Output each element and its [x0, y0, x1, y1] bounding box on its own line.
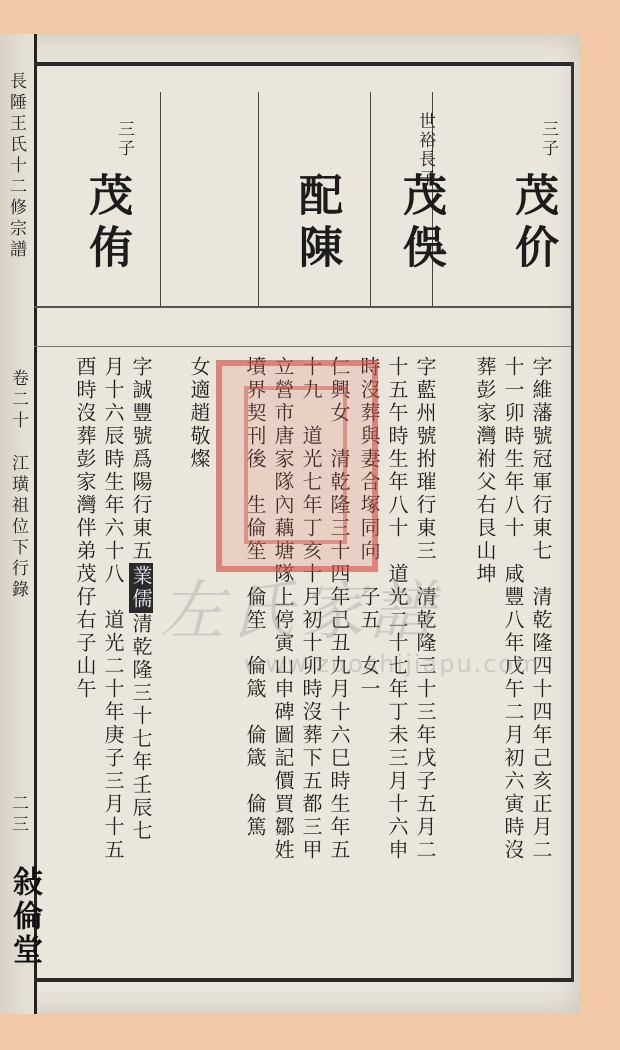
entry-text-line — [128, 356, 154, 843]
volume-label: 卷二十 — [8, 369, 28, 432]
entry-text-line: 十五午時生年八十 道光二十七年丁未三月十六申 — [385, 356, 409, 862]
top-border — [34, 62, 574, 66]
section-label: 江璜祖位下行錄 — [8, 454, 28, 601]
watermark-text: 左氏家譜 — [160, 575, 440, 649]
bottom-border — [34, 978, 574, 982]
red-seal-stamp — [216, 360, 378, 572]
column-divider — [370, 92, 371, 306]
book-title: 長陲王氏十二修宗譜 — [6, 72, 26, 261]
seal-inner-frame — [244, 386, 347, 544]
spouse-name: 配陳 — [291, 172, 342, 276]
entry-text-line: 墳界契刊後 生倫笙 倫笙 倫箴 倫箴 倫篤 — [243, 356, 267, 839]
entry-text-line: 仁興女 清乾隆三十四年己丑九月十六巳時生年五 — [327, 356, 351, 862]
entry-relation-label: 三子 — [538, 120, 558, 158]
column-divider — [258, 92, 259, 306]
right-border — [571, 62, 574, 982]
entry-name: 茂价 — [507, 172, 558, 276]
entry-text-line: 月十六辰時生年六十八 道光二十年庚子三月十五 — [101, 356, 125, 862]
entry-text-line: 酉時沒葬彭家灣伴弟茂仔右子山午 — [73, 356, 97, 701]
column-divider — [160, 92, 161, 306]
entry-text-part: 字誠豐號爲陽行東五 — [129, 356, 153, 563]
entry-name: 茂俁 — [395, 172, 446, 276]
entry-text-line: 立營市唐家隊內藕塘隊上停寅山申碑圖記價買鄒姓 — [271, 356, 295, 862]
header-divider-thin — [34, 346, 574, 347]
entry-text-line: 女適趙敬燦 — [187, 356, 211, 471]
entry-text-line: 葬彭家灣祔父右艮山坤 — [473, 356, 497, 586]
watermark-url: www.zuoshijiapu.com — [244, 650, 541, 678]
occupation-badge: 業儒 — [129, 565, 153, 611]
entry-text-line: 時沒葬與妻合塚同向 子五 女一 — [357, 356, 381, 701]
hall-name: 敍倫堂 — [7, 866, 42, 968]
entry-text-line: 字藍州號拊璀行東三 清乾隆三十三年戊子五月二 — [413, 356, 437, 862]
entry-name: 茂侑 — [81, 172, 132, 276]
entry-text-line: 字維藩號冠軍行東七 清乾隆四十四年己亥正月二 — [529, 356, 553, 862]
page-number: 二三 — [8, 794, 28, 836]
entry-text-line: 十九 道光七年丁亥十月初十卯時沒葬下五都三甲 — [299, 356, 323, 862]
header-divider — [34, 306, 574, 308]
entry-text-line: 十一卯時生年八十 咸豐八年戊午二月初六寅時沒 — [501, 356, 525, 862]
entry-relation-label: 三子 — [114, 120, 134, 158]
entry-relation-label: 世裕長子 — [415, 112, 435, 188]
entry-text-part: 清乾隆三十七年壬辰七 — [129, 613, 153, 843]
